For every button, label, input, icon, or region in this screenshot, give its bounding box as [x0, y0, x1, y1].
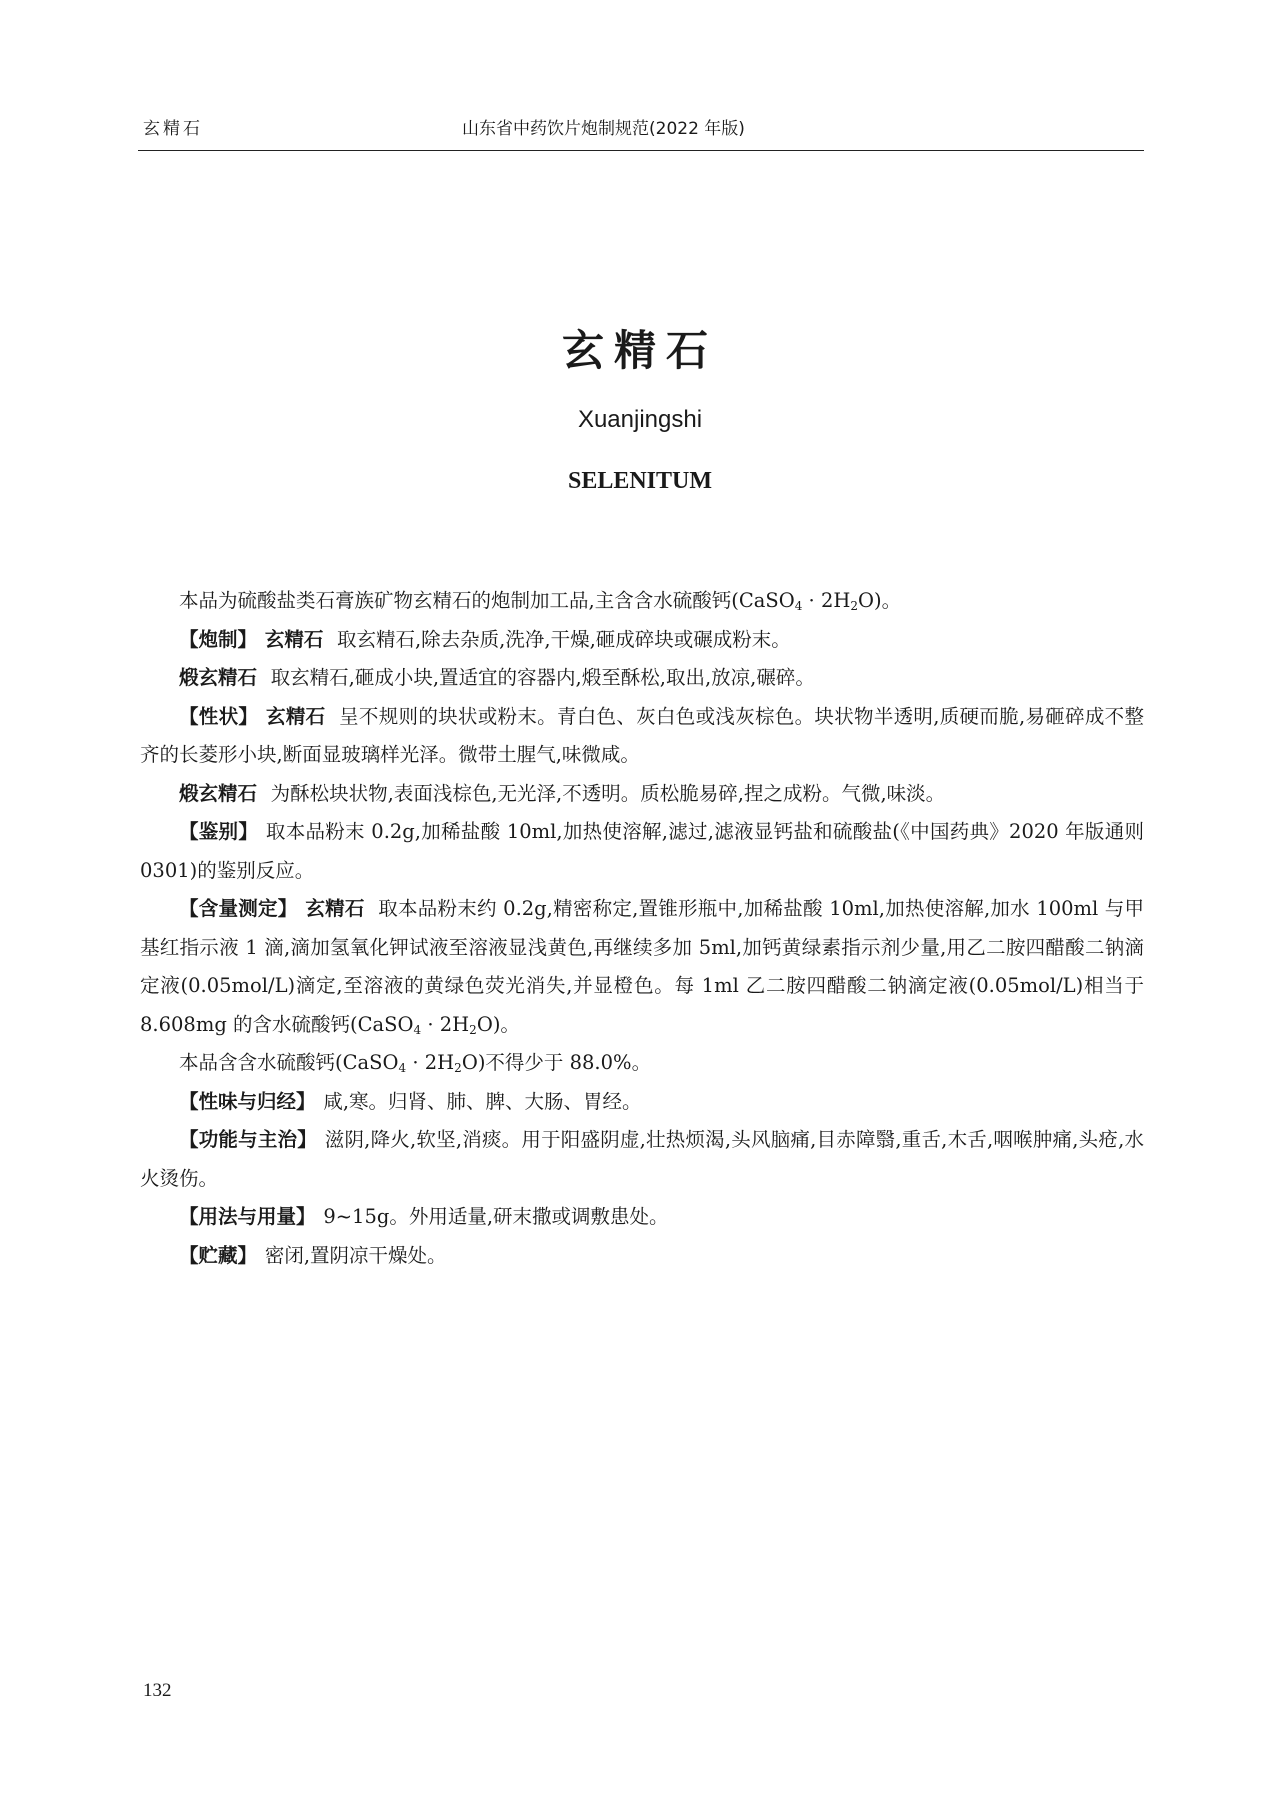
formula: CaSO$_4$ · $2H_2O$ — [342, 1051, 478, 1075]
header-divider — [138, 150, 1144, 151]
entry-latin-name: SELENITUM — [567, 468, 713, 494]
subheading-raw: 玄精石 — [305, 897, 365, 920]
processing-calcined-paragraph: 煅玄精石 取玄精石,砸成小块,置适宜的容器内,煅至酥松,取出,放凉,碾碎。 — [179, 666, 815, 689]
storage-paragraph: 【贮藏】 密闭,置阴凉干燥处。 — [179, 1243, 447, 1267]
section-tag-dosage: 【用法与用量】 — [179, 1205, 316, 1228]
subheading-raw: 玄精石 — [264, 627, 324, 651]
section-tag-nature: 【性味与归经】 — [179, 1089, 316, 1113]
section-tag-storage: 【贮藏】 — [179, 1243, 258, 1267]
formula: CaSO$_4$ · $2H_2O$ — [738, 589, 875, 613]
subheading-calcined: 煅玄精石 — [179, 666, 258, 689]
assay-limit-paragraph: 本品含含水硫酸钙(CaSO$_4$ · $2H_2O$)不得少于 88.0%。 — [179, 1051, 652, 1075]
dosage-paragraph: 【用法与用量】 9~15g。外用适量,研末撒或调敷患处。 — [179, 1205, 669, 1228]
page-number: 132 — [143, 1680, 172, 1701]
running-header-entry: 玄精石 — [143, 119, 203, 139]
function-paragraph: 【功能与主治】 滋阴,降火,软坚,消痰。用于阳盛阴虚,壮热烦渴,头风脑痛,目赤障翳,重舌,木舌,咽喉肿痛,头疮,水火烫伤。 — [140, 1128, 1144, 1190]
formula: CaSO$_4$ · $2H_2O$ — [357, 1012, 493, 1037]
intro-paragraph: 本品为硫酸盐类石膏族矿物玄精石的炮制加工品,主含含水硫酸钙(CaSO$_4$ · $2H_2O$)。 — [179, 589, 902, 613]
section-tag-function: 【功能与主治】 — [179, 1128, 317, 1151]
description-paragraph: 【性状】 玄精石 呈不规则的块状或粉末。青白色、灰白色或浅灰棕色。块状物半透明,质硬而脆,易砸碎成不整齐的长菱形小块,断面显玻璃样光泽。微带土腥气,味微咸。 — [140, 704, 1144, 766]
description-calcined-paragraph: 煅玄精石 为酥松块状物,表面浅棕色,无光泽,不透明。质松脆易碎,捏之成粉。气微,味淡。 — [179, 781, 946, 805]
section-tag-description: 【性状】 — [179, 704, 259, 728]
processing-paragraph: 【炮制】 玄精石 取玄精石,除去杂质,洗净,干燥,砸成碎块或碾成粉末。 — [179, 627, 791, 651]
entry-title: 玄精石 — [561, 326, 718, 375]
nature-meridian-paragraph: 【性味与归经】 咸,寒。归肾、肺、脾、大肠、胃经。 — [179, 1089, 642, 1113]
subheading-calcined: 煅玄精石 — [179, 781, 258, 805]
running-header-book-title: 山东省中药饮片炮制规范(2022 年版) — [462, 119, 745, 139]
assay-paragraph: 【含量测定】 玄精石 取本品粉末约 0.2g,精密称定,置锥形瓶中,加稀盐酸 10ml,加热使溶解,加水 100ml 与甲基红指示液 1 滴,滴加氢氧化钾试液至溶液显浅黄色,再继续多加 5ml,加钙黄绿素指示剂少量,用乙二胺四醋酸二钠滴定液(0.05mol/L)滴定,至溶液的黄绿色荧光消失,并显橙色。每 1ml 乙二胺四醋酸二钠滴定液(0.05mol/L)相当于 8.608mg 的含水硫酸钙(CaSO$_4$ · $2H_2O$)。 — [140, 897, 1144, 1037]
section-tag-assay: 【含量测定】 — [179, 897, 298, 920]
section-tag-identification: 【鉴别】 — [179, 820, 259, 843]
section-tag-processing: 【炮制】 — [179, 627, 258, 651]
subheading-raw: 玄精石 — [266, 704, 326, 728]
entry-pinyin: Xuanjingshi — [577, 406, 703, 433]
identification-paragraph: 【鉴别】 取本品粉末 0.2g,加稀盐酸 10ml,加热使溶解,滤过,滤液显钙盐和硫酸盐(《中国药典》2020 年版通则 0301)的鉴别反应。 — [140, 820, 1144, 882]
monograph-body — [140, 582, 1144, 1275]
